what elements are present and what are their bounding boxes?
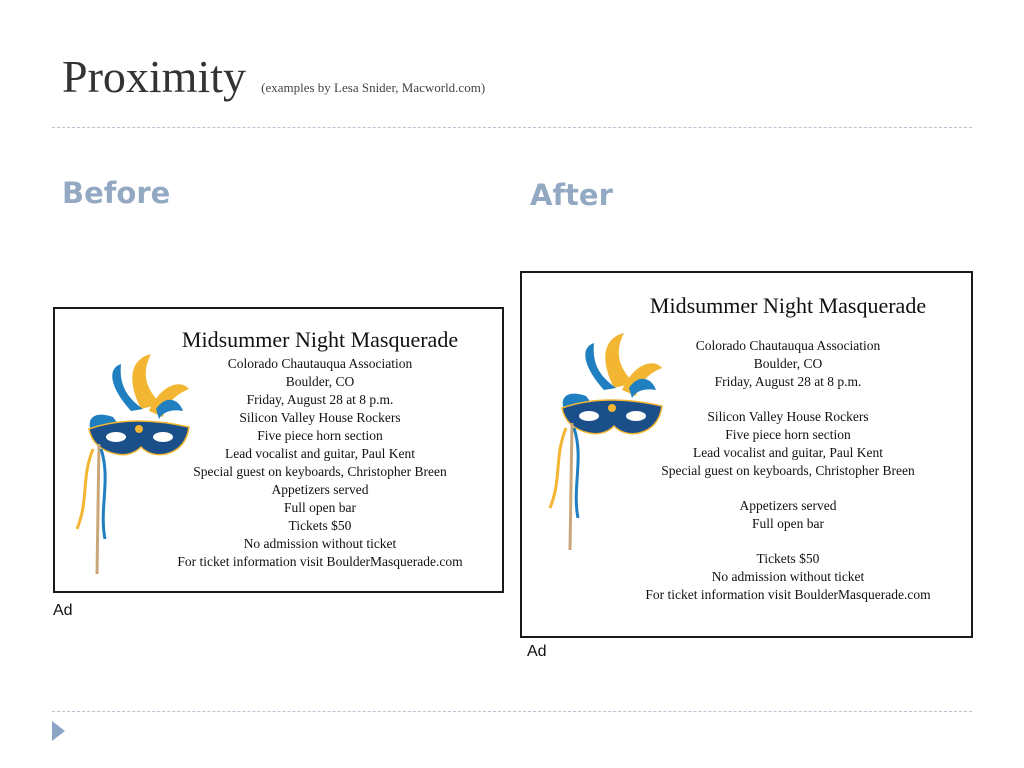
slide-title-row [62, 50, 485, 103]
slide-title: Proximity [62, 51, 247, 102]
after-caption: Ad [527, 643, 547, 660]
after-ad-line: For ticket information visit BoulderMasquerade.com [645, 587, 931, 602]
before-ad [53, 307, 504, 593]
after-heading: After [530, 178, 613, 212]
after-ad-line: Special guest on keyboards, Christopher Breen [661, 463, 915, 478]
before-ad-line: Appetizers served [271, 482, 369, 497]
top-divider [52, 127, 972, 128]
after-ad-line: Appetizers served [739, 498, 837, 513]
bottom-divider [52, 711, 972, 712]
after-ad-line: Silicon Valley House Rockers [707, 409, 869, 424]
group-gap [610, 391, 966, 408]
after-ad-line: No admission without ticket [711, 569, 865, 584]
after-ad-line: Tickets $50 [756, 551, 820, 566]
before-ad-line: Five piece horn section [257, 428, 383, 443]
group-gap [610, 533, 966, 550]
before-ad-line: Boulder, CO [285, 374, 355, 389]
after-ad-line: Friday, August 28 at 8 p.m. [714, 374, 862, 389]
after-ad-line: Full open bar [752, 516, 824, 531]
before-ad-line: Tickets $50 [288, 518, 352, 533]
after-ad-text [610, 293, 966, 604]
before-ad-title: Midsummer Night Masquerade [181, 327, 459, 352]
before-ad-text [145, 327, 495, 571]
before-caption: Ad [53, 602, 73, 619]
after-ad-title: Midsummer Night Masquerade [649, 293, 927, 318]
before-ad-line: No admission without ticket [243, 536, 397, 551]
before-ad-line: Silicon Valley House Rockers [239, 410, 401, 425]
before-ad-line: Colorado Chautauqua Association [227, 356, 413, 371]
before-ad-line: For ticket information visit BoulderMasquerade.com [177, 554, 463, 569]
next-arrow-icon[interactable] [52, 721, 65, 741]
before-ad-line: Full open bar [284, 500, 356, 515]
before-ad-line: Special guest on keyboards, Christopher Breen [193, 464, 447, 479]
after-ad-line: Lead vocalist and guitar, Paul Kent [693, 445, 883, 460]
group-gap [610, 480, 966, 497]
after-ad-line: Five piece horn section [725, 427, 851, 442]
after-ad-line: Colorado Chautauqua Association [695, 338, 881, 353]
after-ad [520, 271, 973, 638]
before-ad-line: Friday, August 28 at 8 p.m. [246, 392, 394, 407]
before-heading: Before [62, 176, 171, 210]
before-ad-line: Lead vocalist and guitar, Paul Kent [225, 446, 415, 461]
after-ad-line: Boulder, CO [753, 356, 823, 371]
slide-subtitle: (examples by Lesa Snider, Macworld.com) [261, 80, 486, 95]
